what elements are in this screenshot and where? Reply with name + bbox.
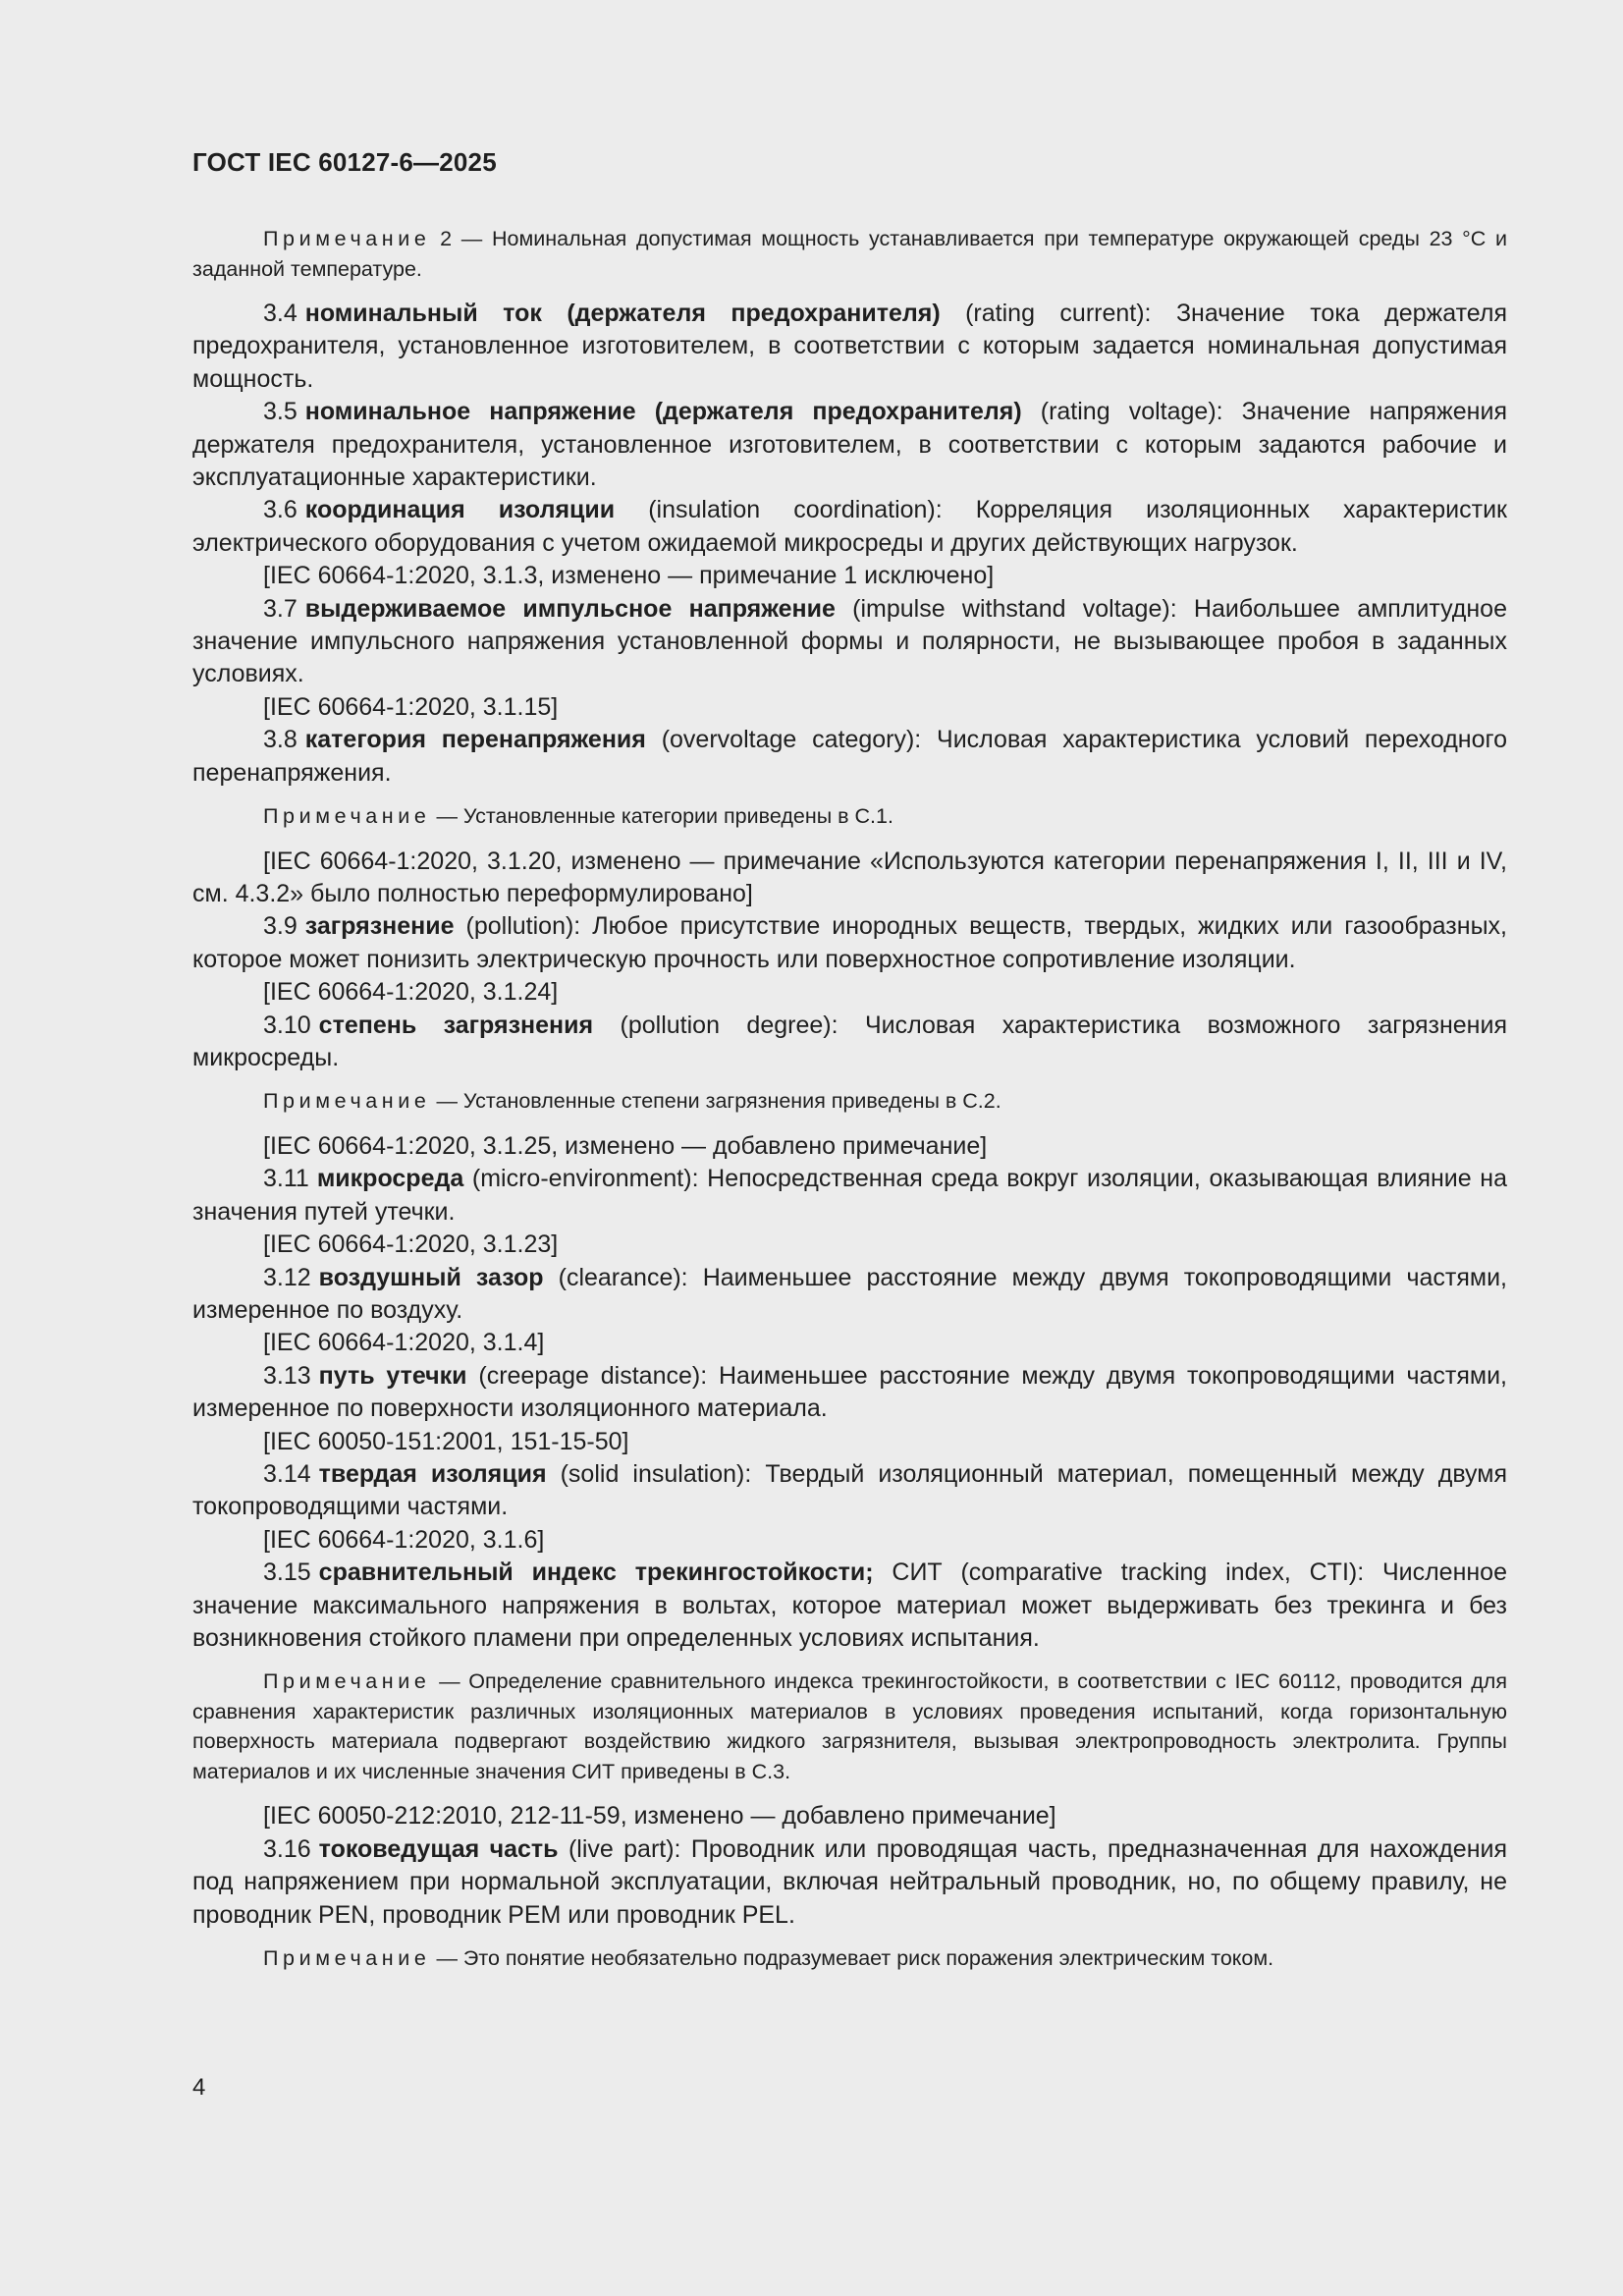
term-name: токоведущая часть	[318, 1834, 559, 1863]
note-text: — Номинальная допустимая мощность устанавливается при температуре окружающей среды 23 °С и заданной температуре.	[192, 227, 1507, 281]
source-reference: [IEC 60664-1:2020, 3.1.3, изменено — примечание 1 исключено]	[263, 562, 995, 590]
term-number: 3.7	[263, 594, 298, 623]
term-text: (solid insulation): Твердый изоляционный материал, помещенный между двумя токопроводящими частями.	[192, 1460, 1507, 1521]
term-name: путь утечки	[318, 1361, 467, 1390]
term-number: 3.4	[263, 300, 298, 327]
note-prefix: Примечание	[263, 1946, 431, 1971]
term-number: 3.8	[263, 726, 298, 754]
source-reference: [IEC 60664-1:2020, 3.1.24]	[263, 978, 559, 1007]
term-name: воздушный зазор	[318, 1263, 544, 1291]
note-prefix: Примечание	[263, 1089, 431, 1114]
term-name: категория перенапряжения	[304, 726, 646, 754]
source-reference: [IEC 60664-1:2020, 3.1.6]	[263, 1525, 545, 1554]
term-name: выдерживаемое импульсное напряжение	[304, 594, 836, 623]
term-text: (clearance): Наименьшее расстояние между двумя токопроводящими частями, измеренное по воздуху.	[192, 1263, 1507, 1324]
term-name: твердая изоляция	[318, 1460, 547, 1488]
term-number: 3.14	[263, 1460, 311, 1488]
source-reference: [IEC 60664-1:2020, 3.1.15]	[263, 692, 559, 721]
term-definition	[192, 910, 1507, 976]
term-number: 3.15	[263, 1558, 311, 1587]
term-number: 3.6	[263, 496, 298, 524]
term-definition	[192, 396, 1507, 494]
term-text: (overvoltage category): Числовая характеристика условий переходного перенапряжения.	[192, 726, 1507, 787]
source-reference: [IEC 60664-1:2020, 3.1.20, изменено — примечание «Используются категории перенапряжения I, II, III и IV, см. 4.3.2» было полностью переформулировано]	[192, 847, 1507, 907]
term-name: номинальное напряжение (держателя предохранителя)	[304, 398, 1022, 426]
note	[192, 1667, 1507, 1786]
term-definition	[192, 593, 1507, 691]
term-name: сравнительный индекс трекингостойкости;	[318, 1558, 874, 1587]
term-text: (pollution): Любое присутствие инородных веществ, твердых, жидких или газообразных, которое может понизить электрическую прочность или поверхностное сопротивление изоляции.	[192, 912, 1507, 973]
term-definition	[192, 1010, 1507, 1075]
term-definition	[192, 1833, 1507, 1932]
source-reference: [IEC 60664-1:2020, 3.1.25, изменено — добавлено примечание]	[263, 1131, 988, 1160]
document-header: ГОСТ IEC 60127-6—2025	[192, 147, 497, 177]
note-label: 2	[440, 227, 453, 250]
note-prefix: Примечание	[263, 227, 431, 250]
term-definition	[192, 1557, 1507, 1655]
source-reference: [IEC 60050-151:2001, 151-15-50]	[263, 1427, 629, 1455]
term-name: координация изоляции	[304, 496, 616, 524]
term-number: 3.9	[263, 912, 298, 941]
source-reference: [IEC 60664-1:2020, 3.1.23]	[263, 1230, 559, 1259]
note	[192, 1943, 1507, 1974]
term-name: загрязнение	[304, 912, 455, 941]
note-text: — Это понятие необязательно подразумевает риск поражения электрическим током.	[436, 1946, 1274, 1971]
term-definition	[192, 298, 1507, 396]
term-name: номинальный ток (держателя предохранителя)	[304, 300, 941, 327]
note	[192, 801, 1507, 832]
note	[192, 1086, 1507, 1117]
term-text: (live part): Проводник или проводящая часть, предназначенная для нахождения под напряжением при нормальной эксплуатации, включая нейтральный проводник, но, по общему правилу, не проводник PEN, проводник PEM или проводник PEL.	[192, 1834, 1508, 1929]
term-text: СИТ (comparative tracking index, CTI): Численное значение максимального напряжения в вольтах, которое материал может выдерживать без трекинга и без возникновения стойкого пламени при определенных условиях испытания.	[192, 1558, 1507, 1653]
source-reference: [IEC 60050-212:2010, 212-11-59, изменено — добавлено примечание]	[263, 1802, 1056, 1831]
term-text: (micro-environment): Непосредственная среда вокруг изоляции, оказывающая влияние на значения путей утечки.	[192, 1165, 1507, 1226]
term-definition	[192, 1262, 1507, 1328]
term-number: 3.12	[263, 1263, 311, 1291]
note	[192, 224, 1507, 284]
note-prefix: Примечание	[263, 804, 431, 829]
term-text: (creepage distance): Наименьшее расстояние между двумя токопроводящими частями, измеренное по поверхности изоляционного материала.	[192, 1361, 1507, 1423]
term-definition	[192, 724, 1507, 790]
term-text: (pollution degree): Числовая характеристика возможного загрязнения микросреды.	[192, 1011, 1507, 1072]
term-definition	[192, 1163, 1507, 1229]
note-text: — Установленные категории приведены в С.1.	[436, 804, 893, 829]
term-definition	[192, 1458, 1507, 1524]
source-reference: [IEC 60664-1:2020, 3.1.4]	[263, 1329, 545, 1357]
note-text: — Установленные степени загрязнения приведены в С.2.	[436, 1089, 1001, 1114]
document-body	[192, 224, 1507, 1988]
term-number: 3.13	[263, 1361, 311, 1390]
term-number: 3.11	[263, 1165, 309, 1193]
term-number: 3.10	[263, 1011, 311, 1039]
term-text: (insulation coordination): Корреляция изоляционных характеристик электрического оборудования с учетом ожидаемой микросреды и других действующих нагрузок.	[192, 496, 1507, 557]
term-text: (rating current): Значение тока держателя предохранителя, установленное изготовителем, в соответствии с которым задается номинальная допустимая мощность.	[192, 300, 1507, 393]
term-definition	[192, 494, 1507, 560]
term-name: степень загрязнения	[318, 1011, 594, 1039]
note-text: — Определение сравнительного индекса трекингостойкости, в соответствии с IEC 60112, проводится для сравнения характеристик различных изоляционных материалов в условиях проведения испытаний, когда горизонтальную поверхность материала подвергают воздействию жидкого загрязнителя, вызывая электропроводность электролита. Группы материалов и их численные значения СИТ приведены в С.3.	[192, 1669, 1507, 1783]
page-number: 4	[192, 2074, 206, 2101]
note-prefix: Примечание	[263, 1669, 431, 1694]
term-text: (impulse withstand voltage): Наибольшее амплитудное значение импульсного напряжения установленной формы и полярности, не вызывающее пробоя в заданных условиях.	[192, 594, 1507, 688]
term-number: 3.5	[263, 398, 298, 426]
term-text: (rating voltage): Значение напряжения держателя предохранителя, установленное изготовителем, в соответствии с которым задаются рабочие и эксплуатационные характеристики.	[192, 398, 1507, 492]
term-name: микросреда	[316, 1165, 464, 1193]
term-number: 3.16	[263, 1834, 311, 1863]
term-definition	[192, 1360, 1507, 1426]
